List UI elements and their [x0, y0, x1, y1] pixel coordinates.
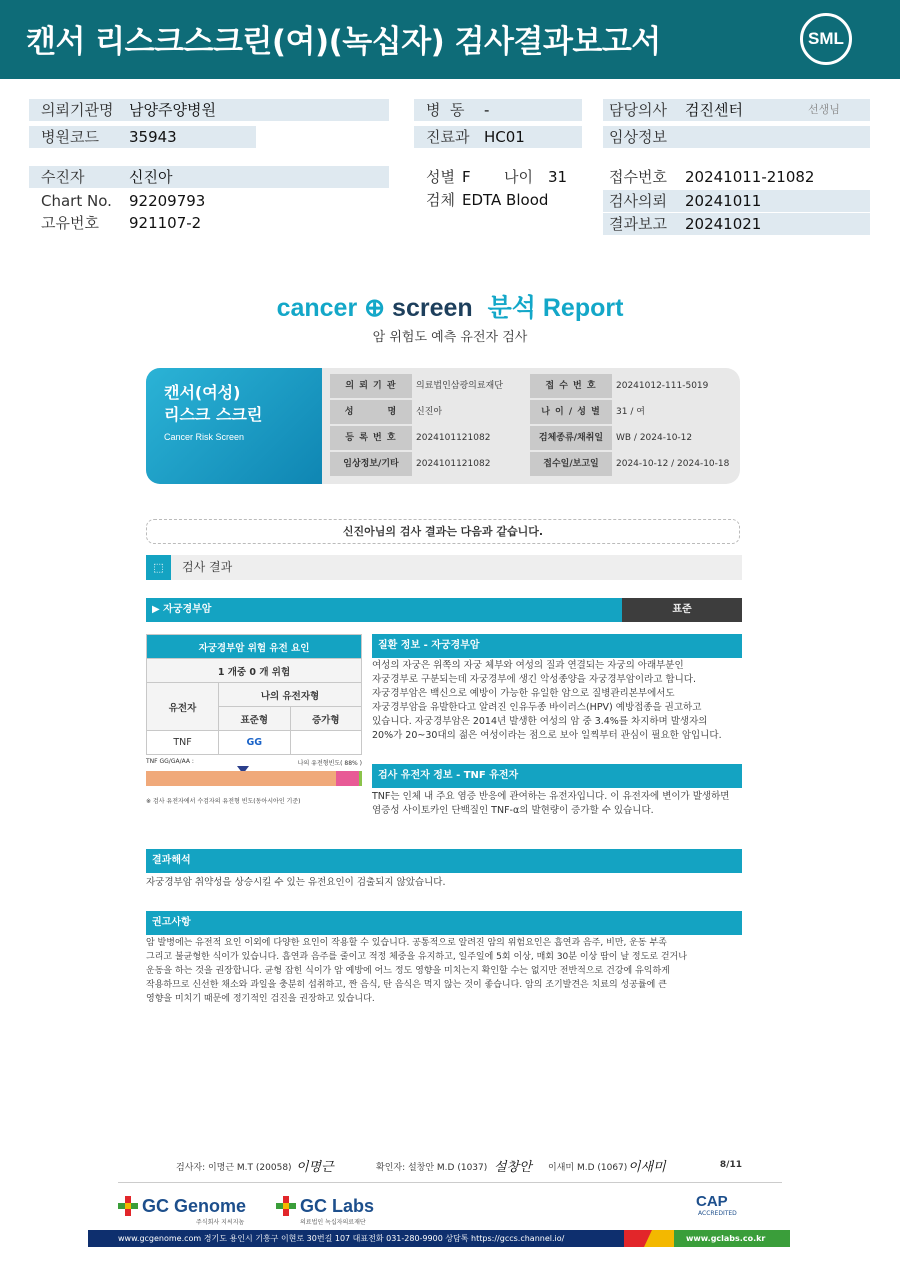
cap-sub: ACCREDITED: [698, 1210, 737, 1217]
logo-cross-icon: ⊕: [364, 294, 386, 322]
gc-cross-icon: [276, 1196, 296, 1216]
gc-genome-logo: GC Genome: [142, 1196, 247, 1216]
cancer-name: ▶ 자궁경부암: [146, 598, 622, 622]
uid-label: 고유번호: [41, 214, 99, 232]
freq-bar-green: [359, 771, 362, 786]
sex-value: F: [462, 168, 471, 186]
tester-signature: 이명근: [296, 1160, 334, 1175]
result-sentence: 신진아님의 검사 결과는 다음과 같습니다.: [146, 519, 740, 544]
gc-labs-sub: 의료법인 녹십자의료재단: [300, 1219, 366, 1226]
sex-age-row: [414, 166, 582, 188]
chart-label: Chart No.: [41, 192, 112, 210]
freq-left-label: TNF GG/GA/AA :: [146, 758, 194, 765]
card-label: 검체종류/채취일: [530, 426, 612, 450]
report-label: 결과보고: [609, 215, 667, 233]
doctor-label: 담당의사: [609, 101, 667, 119]
gene-name: TNF: [147, 731, 219, 755]
institution-label: 의뢰기관명: [41, 101, 114, 119]
hospital-code-label: 병원코드: [41, 128, 99, 146]
card-value: 31 / 여: [616, 407, 645, 417]
section-header: [146, 555, 742, 580]
logo-screen: screen: [392, 294, 473, 322]
hospital-code-value: 35943: [129, 128, 177, 146]
card-value: 2024101121082: [416, 433, 491, 443]
gene-inc-value: [290, 731, 362, 755]
institution-row: [29, 99, 389, 121]
section-title: 검사 결과: [182, 560, 233, 574]
doctor-suffix: 선생님: [808, 103, 840, 116]
report-subtitle: 암 위험도 예측 유전자 검사: [372, 330, 528, 345]
col-inc: 증가형: [290, 707, 362, 731]
ward-row: [414, 99, 582, 121]
disease-info-head: 질환 정보 - 자궁경부암: [372, 634, 742, 658]
sml-logo: SML: [800, 13, 852, 65]
age-label: 나이: [504, 168, 533, 186]
confirmer2: 이새미 M.D (1067): [548, 1163, 628, 1173]
sex-label: 성별: [426, 168, 455, 186]
freq-bar: [146, 771, 362, 786]
gc-labs-logo: GC Labs: [300, 1196, 375, 1216]
gc-genome-sub: 주식회사 지씨지놈: [196, 1219, 245, 1226]
logo-cancer: cancer: [276, 294, 358, 322]
card-title-en: Cancer Risk Screen: [164, 432, 245, 442]
footer-divider: [118, 1182, 782, 1183]
gc-cross-icon: [118, 1196, 138, 1216]
patient-label: 수진자: [41, 168, 85, 186]
text-line: 작용하므로 신선한 채소와 과일을 충분히 섭취하고, 짠 음식, 탄 음식은 먹지 않는 것이 좋습니다. 암의 조기발견은 치료의 성공률에 큰: [146, 980, 667, 990]
gene-info-text: [372, 790, 744, 818]
card-label: 임상정보/기타: [330, 452, 412, 476]
col-gene: 유전자: [147, 683, 219, 731]
gene-table: [146, 634, 362, 755]
text-line: 암 발병에는 유전적 요인 이외에 다양한 요인이 작용할 수 있습니다. 공통적으로 알려진 암의 위험요인은 흡연과 음주, 비만, 운동 부족: [146, 938, 667, 948]
report-row: [603, 213, 870, 235]
card-title-2: 리스크 스크린: [164, 405, 263, 424]
card-value: 20241012-111-5019: [616, 381, 709, 391]
recommendation-text: [146, 936, 746, 1006]
gene-table-count: 1 개중 0 개 위험: [147, 659, 362, 683]
page-number: 8/11: [719, 1160, 742, 1170]
cancer-status: 표준: [622, 598, 742, 622]
text-line: 여성의 자궁은 위쪽의 자궁 체부와 여성의 질과 연결되는 자궁의 아래부분인: [372, 660, 684, 671]
card-label: 의 뢰 기 관: [330, 374, 412, 398]
card-title-1: 캔서(여성): [164, 383, 241, 402]
confirmer2-signature: 이새미: [628, 1160, 666, 1175]
receipt-row: [603, 166, 870, 188]
card-label: 등 록 번 호: [330, 426, 412, 450]
patient-value: 신진아: [129, 168, 173, 186]
card-value: WB / 2024-10-12: [616, 433, 693, 443]
freq-bar-pink: [336, 771, 359, 786]
interpretation-head: 결과해석: [146, 849, 742, 873]
card-row: [330, 452, 734, 476]
specimen-row: [414, 189, 582, 211]
cancer-screen-logo: [0, 288, 900, 324]
footer-bar: [88, 1230, 790, 1247]
clinical-label: 임상정보: [609, 128, 667, 146]
summary-card: [146, 368, 740, 484]
card-title-panel: [146, 368, 322, 484]
gene-table-head: 자궁경부암 위험 유전 요인: [147, 635, 362, 659]
recommendation-head: 권고사항: [146, 911, 742, 935]
page-title: 캔서 리스크스크린(여)(녹십자) 검사결과보고서: [26, 24, 661, 60]
interpretation-text: 자궁경부암 취약성을 상승시킬 수 있는 유전요인이 검출되지 않았습니다.: [146, 877, 446, 888]
card-label: 성 명: [330, 400, 412, 424]
text-line: 자궁경부암은 백신으로 예방이 가능한 유일한 암으로 질병관리본부에서도: [372, 688, 675, 699]
gene-info-head: 검사 유전자 정보 - TNF 유전자: [372, 764, 742, 788]
dept-label: 진료과: [426, 128, 470, 146]
cancer-bar: [146, 598, 742, 622]
card-value: 2024-10-12 / 2024-10-18: [616, 459, 730, 469]
doctor-value: 검진센터: [685, 101, 743, 119]
text-line: 영향을 미치기 때문에 정기적인 검진을 권장하고 있습니다.: [146, 994, 375, 1004]
header-bar: [0, 0, 900, 79]
specimen-value: EDTA Blood: [462, 191, 549, 209]
confirmer: 확인자: 설창안 M.D (1037): [376, 1163, 488, 1173]
tester: 검사자: 이명근 M.T (20058): [176, 1163, 292, 1173]
footer-contact: www.gcgenome.com 경기도 용인시 기흥구 이현로 30번길 107 대표전화 031-280-9900 상담톡 https://gccs.channel.io/: [118, 1234, 565, 1243]
footer-url: www.gclabs.co.kr: [686, 1234, 766, 1243]
chart-row: [29, 190, 389, 212]
text-line: TNF는 인체 내 주요 염증 반응에 관여하는 유전자입니다. 이 유전자에 변이가 발생하면: [372, 791, 730, 802]
card-label: 접수일/보고일: [530, 452, 612, 476]
chart-value: 92209793: [129, 192, 206, 210]
specimen-label: 검체: [426, 191, 455, 209]
logo-report: 분석 Report: [487, 294, 624, 322]
text-line: 그리고 불균형한 식이가 있습니다. 흡연과 음주를 줄이고 적정 체중을 유지하고, 일주일에 5회 이상, 매회 30분 이상 땀이 날 정도로 걷거나: [146, 952, 687, 962]
uid-row: [29, 212, 389, 234]
card-label: 나 이 / 성 별: [530, 400, 612, 424]
dept-row: [414, 126, 582, 148]
age-value: 31: [548, 168, 568, 186]
institution-value: 남양주양병원: [129, 101, 216, 119]
card-label: 접 수 번 호: [530, 374, 612, 398]
col-std: 표준형: [219, 707, 291, 731]
text-line: 자궁경부로 구분되는데 자궁경부에 생긴 악성종양을 자궁경부암이라고 합니다.: [372, 674, 696, 685]
receipt-label: 접수번호: [609, 168, 667, 186]
hospital-code-row: [29, 126, 256, 148]
request-label: 검사의뢰: [609, 192, 667, 210]
disease-info-text: [372, 659, 744, 743]
receipt-value: 20241011-21082: [685, 168, 815, 186]
report-value: 20241021: [685, 215, 762, 233]
confirmer-signature: 설창안: [494, 1160, 532, 1175]
freq-right-label: 나의 유전형빈도( 88% ): [297, 760, 362, 767]
freq-note: ※ 검사 유전자에서 수검자의 유전형 빈도(동아시아인 기준): [146, 798, 301, 805]
doctor-row: [603, 99, 870, 121]
ward-value: -: [484, 101, 490, 119]
dept-value: HC01: [484, 128, 525, 146]
card-value: 2024101121082: [416, 459, 491, 469]
text-line: 운동을 하는 것을 권장합니다. 균형 잡힌 식이가 암 예방에 어느 정도 영향을 미치는지 확인할 수는 없지만 전반적으로 건강에 유익하게: [146, 966, 670, 976]
text-line: 자궁경부암을 유발한다고 알려진 인유두종 바이러스(HPV) 예방접종을 권고하고: [372, 702, 702, 713]
ward-label: 병 동: [426, 101, 465, 119]
text-line: 20%가 20~30대의 젊은 여성이라는 점으로 보아 일찍부터 관심이 필요한 암입니다.: [372, 730, 722, 741]
card-row: [330, 400, 734, 424]
patient-row: [29, 166, 389, 188]
uid-value: 921107-2: [129, 214, 202, 232]
text-line: 있습니다. 자궁경부암은 2014년 발생한 여성의 암 중 3.4%를 차지하며 발생자의: [372, 716, 708, 727]
card-value: 의료법인삼광의료재단: [416, 381, 503, 391]
card-row: [330, 426, 734, 450]
card-row: [330, 374, 734, 398]
request-value: 20241011: [685, 192, 762, 210]
text-line: 염증성 사이토카인 단백질인 TNF-α의 발현량이 증가할 수 있습니다.: [372, 805, 654, 816]
request-row: [603, 190, 870, 212]
col-my: 나의 유전자형: [219, 683, 362, 707]
gene-std-value: GG: [219, 731, 291, 755]
card-value: 신진아: [416, 407, 443, 417]
clinical-row: [603, 126, 870, 148]
result-icon: ⬚: [146, 555, 171, 580]
cap-logo: CAP: [696, 1193, 728, 1210]
freq-labels: [146, 758, 362, 770]
